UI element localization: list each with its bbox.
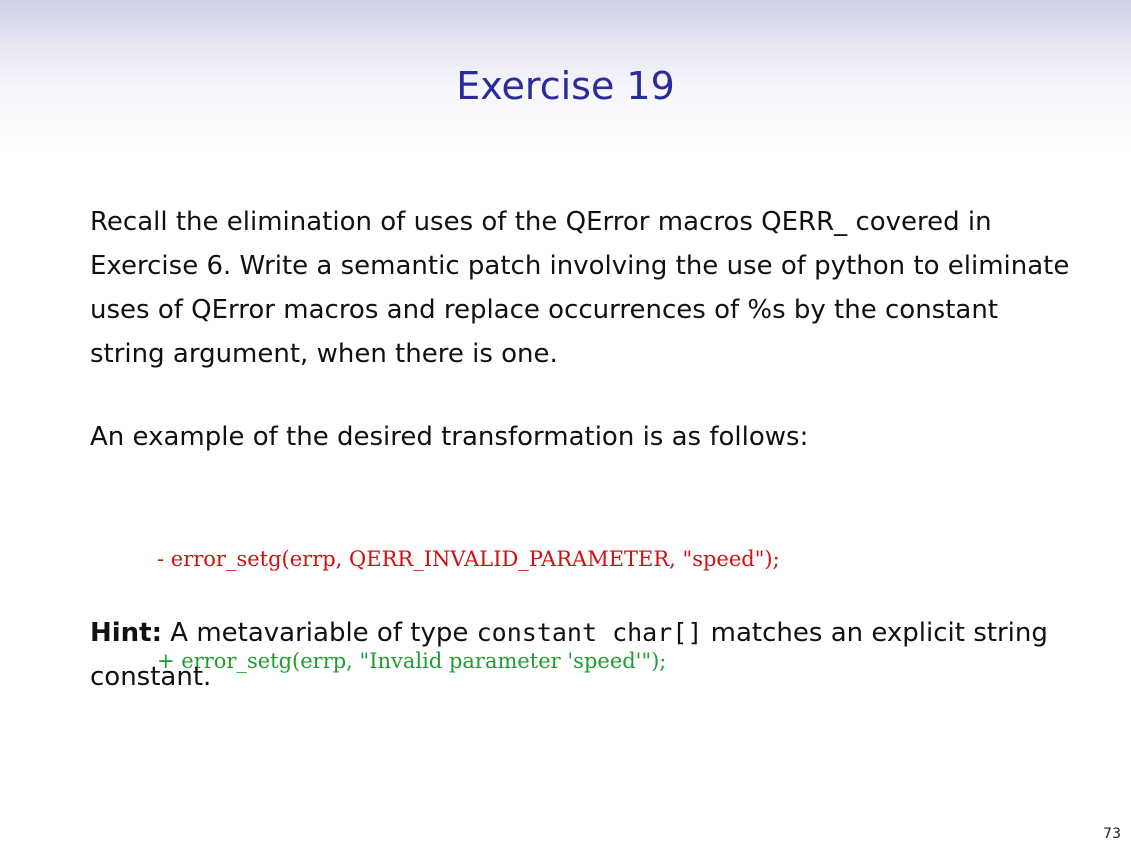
hint-paragraph [90,611,1080,699]
hint-label: Hint: [90,618,163,648]
slide-title: Exercise 19 [456,64,675,108]
code-added-line: + error_setg(errp, "Invalid parameter 'speed'"); [157,649,667,673]
hint-text-after: matches an explicit string constant. [90,618,1048,692]
page-number: 73 [1103,826,1121,842]
hint-text-before: A metavariable of type [170,618,469,648]
code-removed-line: - error_setg(errp, QERR_INVALID_PARAMETER, "speed"); [157,547,780,571]
example-intro: An example of the desired transformation is as follows: [90,422,809,452]
hint-code: constant char[] [476,618,703,647]
exercise-description: Recall the elimination of uses of the QError macros QERR_ covered in Exercise 6. Write a semantic patch involving the use of python to eliminate uses of QError macros and replace occurrences of %s by the constant string argument, when there is one. [90,207,1070,369]
